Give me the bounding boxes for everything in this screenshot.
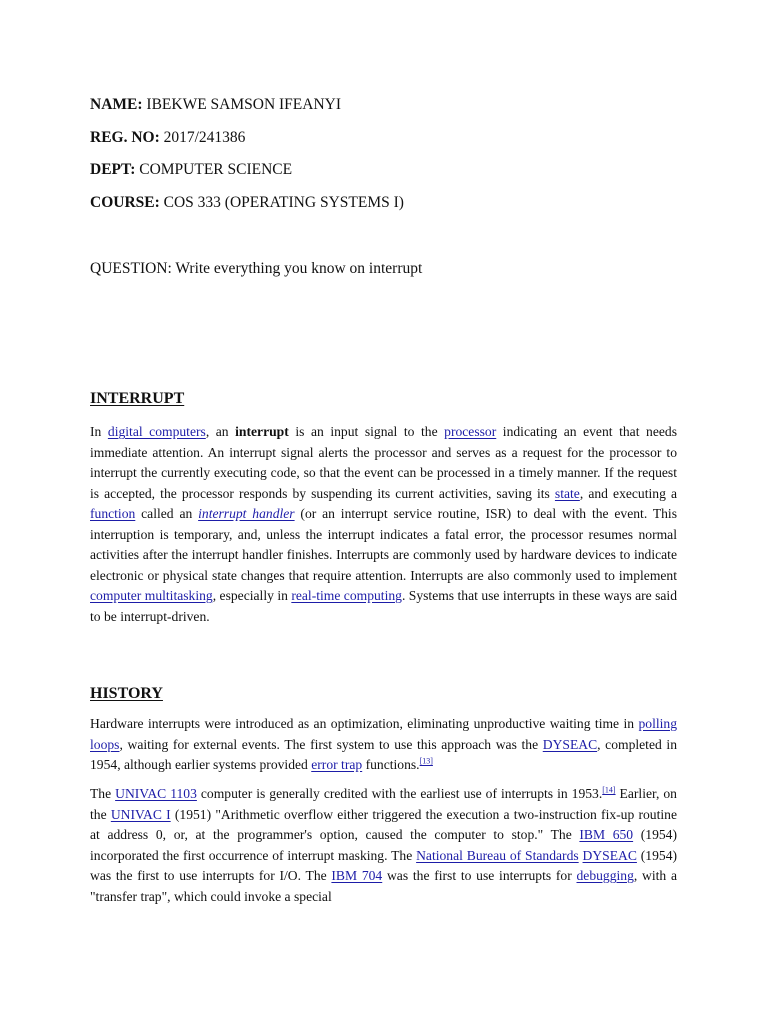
text-run: was the first to use interrupts for <box>382 868 577 883</box>
text-run: In <box>90 424 108 439</box>
term-interrupt: interrupt <box>235 424 289 439</box>
text-run: is an input signal to the <box>288 424 445 439</box>
text-run: Hardware interrupts were introduced as an optimization, eliminating unproductive waiting time in <box>90 716 639 731</box>
link-real-time-computing[interactable]: real-time computing <box>291 588 402 603</box>
text-run: (or an interrupt service routine, ISR) to deal with the event. This interruption is temporary, and, unless the interrupt indicates a fatal error, the processor resumes normal activities after the interrupt handler finishes. Interrupts are commonly used by hardware devices to indicate electronic or physical state changes that require attention. Interrupts are also commonly used to implement <box>90 506 677 583</box>
name-line <box>90 95 341 115</box>
reg-no-value: 2017/241386 <box>163 129 246 146</box>
history-paragraph-1 <box>90 714 677 776</box>
link-error-trap[interactable]: error trap <box>311 757 363 772</box>
reg-no-label: REG. NO: <box>90 129 160 146</box>
reg-no-line <box>90 128 245 148</box>
text-run: (1954) was the first to use interrupts for I/O. The <box>90 847 678 883</box>
link-interrupt-handler[interactable]: interrupt handler <box>198 506 295 521</box>
text-run: . Systems that use interrupts in these ways are said to be interrupt-driven. <box>90 588 677 624</box>
link-function[interactable]: function <box>90 506 136 521</box>
text-run: , completed in 1954, although earlier systems provided <box>90 736 678 772</box>
link-univac-1103[interactable]: UNIVAC 1103 <box>115 786 197 801</box>
link-debugging[interactable]: debugging <box>576 868 634 883</box>
name-value: IBEKWE SAMSON IFEANYI <box>146 96 342 113</box>
link-state[interactable]: state <box>554 485 580 501</box>
text-run: called an <box>135 506 199 521</box>
interrupt-heading: INTERRUPT <box>90 390 185 407</box>
text-run: computer is generally credited with the earliest use of interrupts in 1953. <box>196 786 603 801</box>
link-univac-i[interactable]: UNIVAC I <box>110 806 171 822</box>
text-run: , and executing a <box>579 485 677 501</box>
text-run: , with a "transfer trap", which could invoke a special <box>90 868 677 904</box>
text-run: , waiting for external events. The first system to use this approach was the <box>119 736 543 752</box>
link-ibm-704[interactable]: IBM 704 <box>331 868 383 883</box>
text-run: (1954) incorporated the first occurrence of interrupt masking. The <box>90 827 677 863</box>
text-run: Earlier, on the <box>90 786 677 822</box>
link-ibm-650[interactable]: IBM 650 <box>579 827 634 842</box>
citation-13-link[interactable]: [13] <box>419 756 433 766</box>
citation-14-link[interactable]: [14] <box>602 785 616 795</box>
link-polling-loops[interactable]: polling loops <box>90 716 677 752</box>
text-run: , especially in <box>212 588 292 603</box>
name-label: NAME: <box>90 96 143 113</box>
text-run: indicating an event that needs immediate attention. An interrupt signal alerts the processor and serves as a request for the processor to interrupt the currently executing code, so that the event can be processed in a timely manner. If the request is accepted, the processor responds by suspending its current activities, saving its <box>90 424 677 501</box>
course-line <box>90 193 404 213</box>
dept-value: COMPUTER SCIENCE <box>139 161 293 178</box>
course-label: COURSE: <box>90 194 160 211</box>
citation-13 <box>420 756 433 765</box>
question-line: QUESTION: Write everything you know on interrupt <box>90 260 423 277</box>
citation-14 <box>602 785 615 794</box>
dept-line <box>90 160 292 180</box>
text-run: The <box>90 786 116 801</box>
link-computer-multitasking[interactable]: computer multitasking <box>90 588 213 603</box>
history-paragraph-2 <box>90 784 677 907</box>
history-heading: HISTORY <box>90 685 163 702</box>
text-run: (1951) "Arithmetic overflow either triggered the execution a two-instruction fix-up routine at address 0, or, at the programmer's option, caused the computer to stop." The <box>90 806 677 842</box>
text-run: , an <box>205 424 236 439</box>
link-processor[interactable]: processor <box>444 424 497 439</box>
interrupt-paragraph <box>90 422 677 627</box>
text-run: functions. <box>362 757 420 772</box>
link-dyseac[interactable]: DYSEAC <box>542 736 598 752</box>
link-digital-computers[interactable]: digital computers <box>107 424 206 439</box>
link-dyseac-2[interactable]: DYSEAC <box>582 847 637 863</box>
dept-label: DEPT: <box>90 161 136 178</box>
course-value: COS 333 (OPERATING SYSTEMS I) <box>163 194 404 211</box>
link-national-bureau-of-standards[interactable]: National Bureau of Standards <box>416 847 579 863</box>
